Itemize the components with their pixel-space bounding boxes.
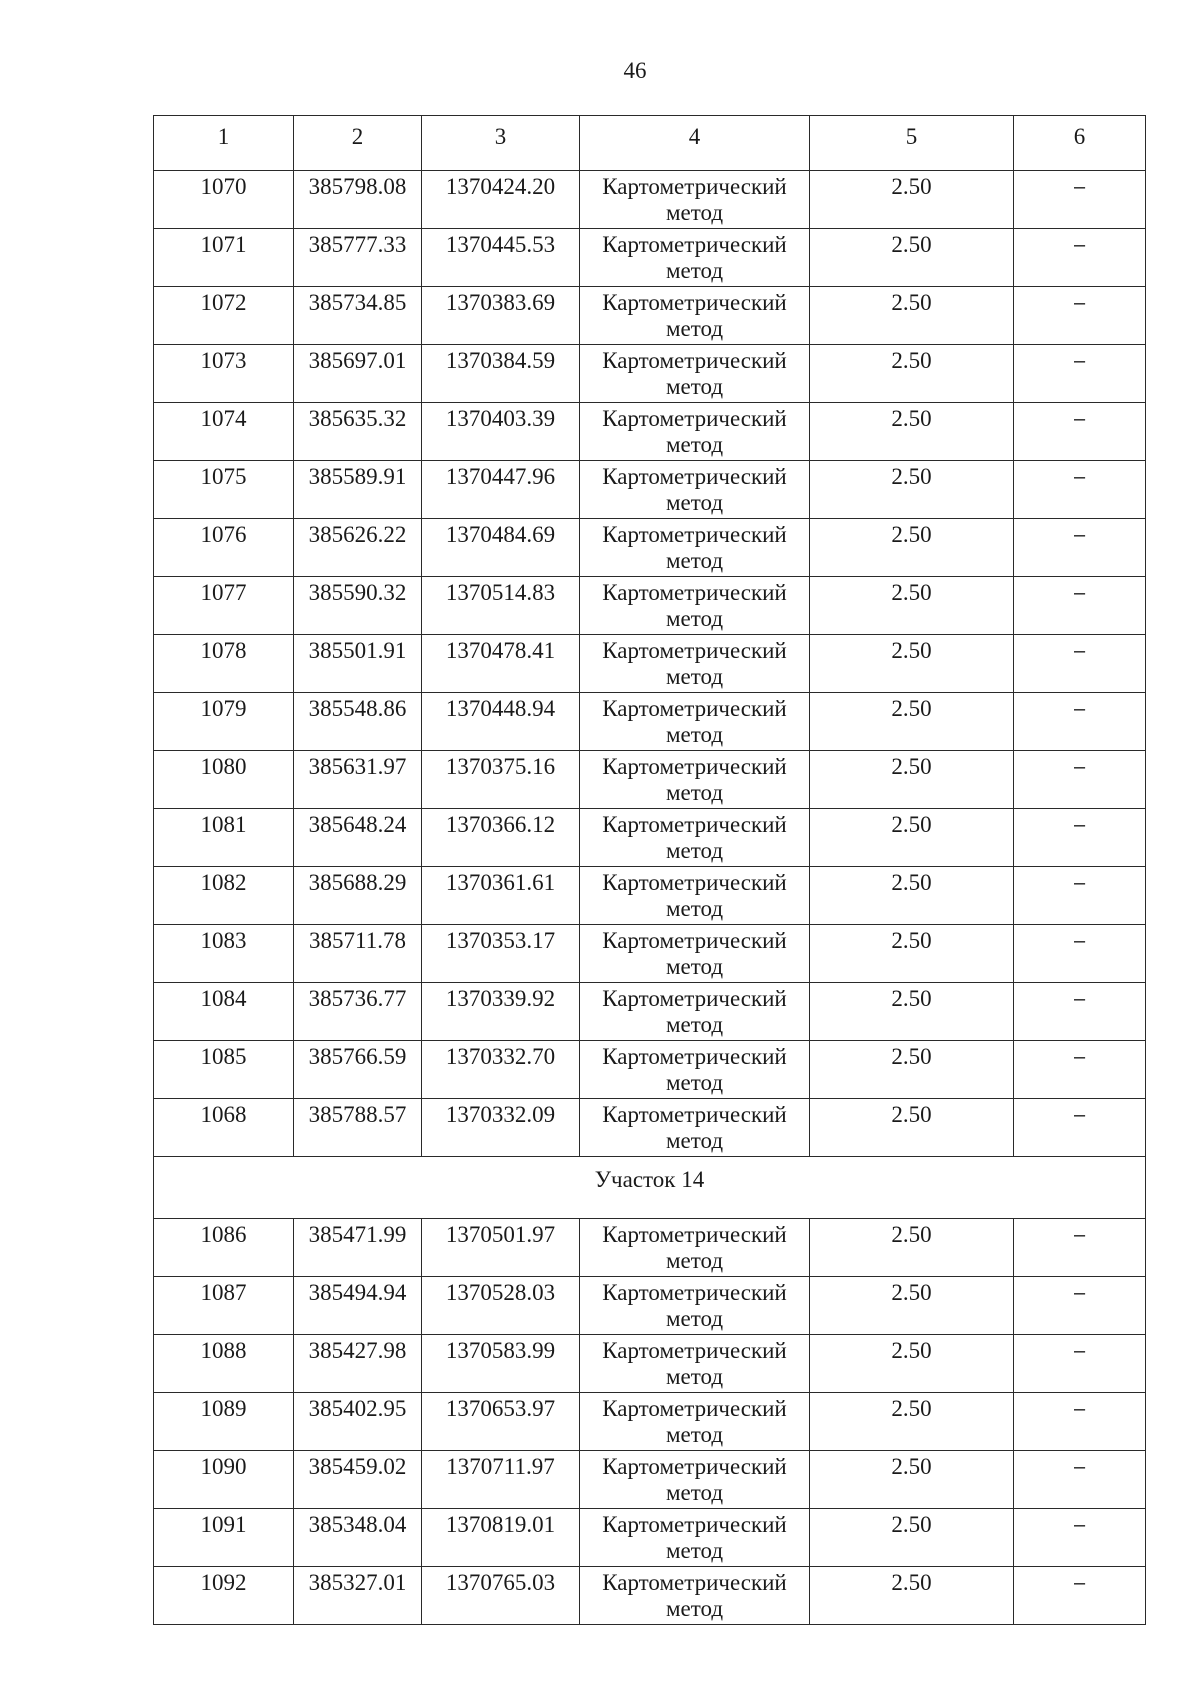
x-coordinate-cell: 385766.59: [294, 1041, 422, 1099]
table-row: [154, 1277, 1146, 1335]
y-coordinate-cell: 1370383.69: [422, 287, 580, 345]
table-row: [154, 925, 1146, 983]
table-row: [154, 461, 1146, 519]
y-coordinate-cell: 1370501.97: [422, 1219, 580, 1277]
table-row: [154, 1451, 1146, 1509]
accuracy-cell: 2.50: [810, 1041, 1014, 1099]
method-cell: Картометрический метод: [580, 577, 810, 635]
method-cell: Картометрический метод: [580, 1393, 810, 1451]
method-cell: Картометрический метод: [580, 867, 810, 925]
note-cell: –: [1014, 1451, 1146, 1509]
y-coordinate-cell: 1370445.53: [422, 229, 580, 287]
x-coordinate-cell: 385736.77: [294, 983, 422, 1041]
point-number-cell: 1068: [154, 1099, 294, 1157]
note-cell: –: [1014, 519, 1146, 577]
note-cell: –: [1014, 867, 1146, 925]
point-number-cell: 1072: [154, 287, 294, 345]
method-cell: Картометрический метод: [580, 1335, 810, 1393]
table-row: [154, 229, 1146, 287]
y-coordinate-cell: 1370332.09: [422, 1099, 580, 1157]
table-row: [154, 1335, 1146, 1393]
y-coordinate-cell: 1370447.96: [422, 461, 580, 519]
method-cell: Картометрический метод: [580, 635, 810, 693]
table-row: [154, 983, 1146, 1041]
y-coordinate-cell: 1370484.69: [422, 519, 580, 577]
y-coordinate-cell: 1370339.92: [422, 983, 580, 1041]
y-coordinate-cell: 1370403.39: [422, 403, 580, 461]
table-body: [154, 116, 1146, 1625]
method-cell: Картометрический метод: [580, 229, 810, 287]
accuracy-cell: 2.50: [810, 461, 1014, 519]
table-row: [154, 171, 1146, 229]
note-cell: –: [1014, 171, 1146, 229]
x-coordinate-cell: 385494.94: [294, 1277, 422, 1335]
method-cell: Картометрический метод: [580, 1099, 810, 1157]
note-cell: –: [1014, 693, 1146, 751]
y-coordinate-cell: 1370765.03: [422, 1567, 580, 1625]
y-coordinate-cell: 1370375.16: [422, 751, 580, 809]
table-header-row: [154, 116, 1146, 171]
accuracy-cell: 2.50: [810, 693, 1014, 751]
accuracy-cell: 2.50: [810, 1219, 1014, 1277]
x-coordinate-cell: 385427.98: [294, 1335, 422, 1393]
table-row: [154, 809, 1146, 867]
x-coordinate-cell: 385648.24: [294, 809, 422, 867]
y-coordinate-cell: 1370528.03: [422, 1277, 580, 1335]
accuracy-cell: 2.50: [810, 809, 1014, 867]
x-coordinate-cell: 385711.78: [294, 925, 422, 983]
column-header: 3: [422, 116, 580, 171]
column-header: 2: [294, 116, 422, 171]
note-cell: –: [1014, 983, 1146, 1041]
table-row: [154, 519, 1146, 577]
x-coordinate-cell: 385402.95: [294, 1393, 422, 1451]
column-header: 5: [810, 116, 1014, 171]
column-header: 6: [1014, 116, 1146, 171]
table-row: [154, 287, 1146, 345]
y-coordinate-cell: 1370819.01: [422, 1509, 580, 1567]
y-coordinate-cell: 1370711.97: [422, 1451, 580, 1509]
accuracy-cell: 2.50: [810, 925, 1014, 983]
note-cell: –: [1014, 1099, 1146, 1157]
method-cell: Картометрический метод: [580, 751, 810, 809]
x-coordinate-cell: 385327.01: [294, 1567, 422, 1625]
x-coordinate-cell: 385697.01: [294, 345, 422, 403]
point-number-cell: 1078: [154, 635, 294, 693]
note-cell: –: [1014, 1277, 1146, 1335]
method-cell: Картометрический метод: [580, 171, 810, 229]
y-coordinate-cell: 1370583.99: [422, 1335, 580, 1393]
point-number-cell: 1071: [154, 229, 294, 287]
x-coordinate-cell: 385589.91: [294, 461, 422, 519]
coordinates-table: [153, 115, 1146, 1625]
table-row: [154, 577, 1146, 635]
accuracy-cell: 2.50: [810, 1393, 1014, 1451]
note-cell: –: [1014, 751, 1146, 809]
method-cell: Картометрический метод: [580, 519, 810, 577]
x-coordinate-cell: 385348.04: [294, 1509, 422, 1567]
table-row: [154, 693, 1146, 751]
note-cell: –: [1014, 229, 1146, 287]
accuracy-cell: 2.50: [810, 1335, 1014, 1393]
accuracy-cell: 2.50: [810, 751, 1014, 809]
method-cell: Картометрический метод: [580, 693, 810, 751]
point-number-cell: 1081: [154, 809, 294, 867]
x-coordinate-cell: 385635.32: [294, 403, 422, 461]
note-cell: –: [1014, 1219, 1146, 1277]
method-cell: Картометрический метод: [580, 345, 810, 403]
table-row: [154, 403, 1146, 461]
x-coordinate-cell: 385459.02: [294, 1451, 422, 1509]
method-cell: Картометрический метод: [580, 1219, 810, 1277]
table-row: [154, 751, 1146, 809]
y-coordinate-cell: 1370448.94: [422, 693, 580, 751]
point-number-cell: 1077: [154, 577, 294, 635]
point-number-cell: 1075: [154, 461, 294, 519]
point-number-cell: 1091: [154, 1509, 294, 1567]
point-number-cell: 1082: [154, 867, 294, 925]
x-coordinate-cell: 385471.99: [294, 1219, 422, 1277]
method-cell: Картометрический метод: [580, 403, 810, 461]
point-number-cell: 1092: [154, 1567, 294, 1625]
point-number-cell: 1088: [154, 1335, 294, 1393]
point-number-cell: 1089: [154, 1393, 294, 1451]
accuracy-cell: 2.50: [810, 519, 1014, 577]
section-title: Участок 14: [154, 1157, 1146, 1219]
table-row: [154, 345, 1146, 403]
point-number-cell: 1076: [154, 519, 294, 577]
method-cell: Картометрический метод: [580, 1277, 810, 1335]
note-cell: –: [1014, 403, 1146, 461]
note-cell: –: [1014, 1509, 1146, 1567]
accuracy-cell: 2.50: [810, 345, 1014, 403]
x-coordinate-cell: 385798.08: [294, 171, 422, 229]
y-coordinate-cell: 1370653.97: [422, 1393, 580, 1451]
accuracy-cell: 2.50: [810, 229, 1014, 287]
note-cell: –: [1014, 925, 1146, 983]
note-cell: –: [1014, 1393, 1146, 1451]
table-row: [154, 1567, 1146, 1625]
note-cell: –: [1014, 287, 1146, 345]
x-coordinate-cell: 385590.32: [294, 577, 422, 635]
point-number-cell: 1079: [154, 693, 294, 751]
table-row: [154, 1219, 1146, 1277]
point-number-cell: 1087: [154, 1277, 294, 1335]
y-coordinate-cell: 1370424.20: [422, 171, 580, 229]
x-coordinate-cell: 385501.91: [294, 635, 422, 693]
y-coordinate-cell: 1370366.12: [422, 809, 580, 867]
accuracy-cell: 2.50: [810, 1099, 1014, 1157]
accuracy-cell: 2.50: [810, 1451, 1014, 1509]
method-cell: Картометрический метод: [580, 983, 810, 1041]
method-cell: Картометрический метод: [580, 925, 810, 983]
y-coordinate-cell: 1370361.61: [422, 867, 580, 925]
point-number-cell: 1086: [154, 1219, 294, 1277]
note-cell: –: [1014, 635, 1146, 693]
x-coordinate-cell: 385777.33: [294, 229, 422, 287]
point-number-cell: 1073: [154, 345, 294, 403]
accuracy-cell: 2.50: [810, 171, 1014, 229]
accuracy-cell: 2.50: [810, 287, 1014, 345]
y-coordinate-cell: 1370514.83: [422, 577, 580, 635]
table-row: [154, 1041, 1146, 1099]
note-cell: –: [1014, 345, 1146, 403]
accuracy-cell: 2.50: [810, 577, 1014, 635]
table-row: [154, 1099, 1146, 1157]
x-coordinate-cell: 385788.57: [294, 1099, 422, 1157]
column-header: 1: [154, 116, 294, 171]
y-coordinate-cell: 1370332.70: [422, 1041, 580, 1099]
method-cell: Картометрический метод: [580, 1041, 810, 1099]
note-cell: –: [1014, 1567, 1146, 1625]
table-row: [154, 1509, 1146, 1567]
method-cell: Картометрический метод: [580, 809, 810, 867]
table-row: [154, 867, 1146, 925]
column-header: 4: [580, 116, 810, 171]
y-coordinate-cell: 1370384.59: [422, 345, 580, 403]
method-cell: Картометрический метод: [580, 1567, 810, 1625]
note-cell: –: [1014, 461, 1146, 519]
x-coordinate-cell: 385688.29: [294, 867, 422, 925]
point-number-cell: 1080: [154, 751, 294, 809]
accuracy-cell: 2.50: [810, 1509, 1014, 1567]
accuracy-cell: 2.50: [810, 867, 1014, 925]
point-number-cell: 1083: [154, 925, 294, 983]
point-number-cell: 1070: [154, 171, 294, 229]
method-cell: Картометрический метод: [580, 461, 810, 519]
point-number-cell: 1085: [154, 1041, 294, 1099]
note-cell: –: [1014, 1041, 1146, 1099]
table-row: [154, 635, 1146, 693]
point-number-cell: 1084: [154, 983, 294, 1041]
method-cell: Картометрический метод: [580, 287, 810, 345]
accuracy-cell: 2.50: [810, 1277, 1014, 1335]
x-coordinate-cell: 385631.97: [294, 751, 422, 809]
y-coordinate-cell: 1370353.17: [422, 925, 580, 983]
section-title-row: [154, 1157, 1146, 1219]
method-cell: Картометрический метод: [580, 1451, 810, 1509]
accuracy-cell: 2.50: [810, 635, 1014, 693]
method-cell: Картометрический метод: [580, 1509, 810, 1567]
x-coordinate-cell: 385548.86: [294, 693, 422, 751]
page-number: 46: [623, 58, 647, 83]
note-cell: –: [1014, 809, 1146, 867]
note-cell: –: [1014, 577, 1146, 635]
point-number-cell: 1090: [154, 1451, 294, 1509]
y-coordinate-cell: 1370478.41: [422, 635, 580, 693]
note-cell: –: [1014, 1335, 1146, 1393]
accuracy-cell: 2.50: [810, 983, 1014, 1041]
x-coordinate-cell: 385734.85: [294, 287, 422, 345]
x-coordinate-cell: 385626.22: [294, 519, 422, 577]
point-number-cell: 1074: [154, 403, 294, 461]
accuracy-cell: 2.50: [810, 403, 1014, 461]
accuracy-cell: 2.50: [810, 1567, 1014, 1625]
table-row: [154, 1393, 1146, 1451]
